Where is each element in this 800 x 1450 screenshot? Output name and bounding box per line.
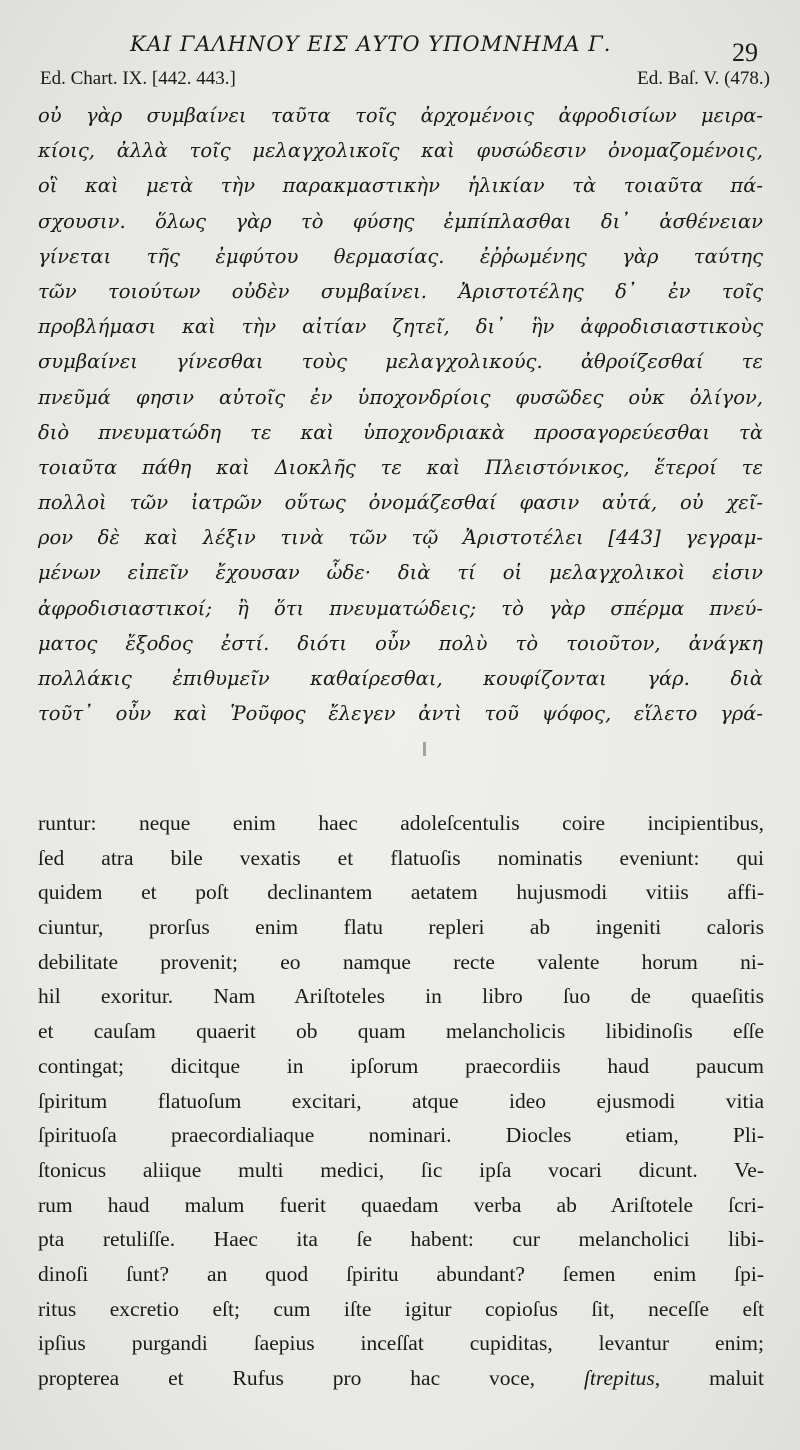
running-head	[0, 30, 800, 70]
greek-text-line: οἳ καὶ μετὰ τὴν παρακμαστικὴν ἡλικίαν τὰ τοιαῦτα πά-	[38, 174, 763, 198]
latin-text-line: et cauſam quaerit ob quam melancholicis libidinoſis eſſe	[38, 1019, 764, 1044]
greek-text-block	[38, 98, 763, 731]
greek-text-line: μένων εἰπεῖν ἔχουσαν ὧδε· διὰ τί οἱ μελαγχολικοὶ εἰσιν	[38, 561, 763, 585]
greek-text-line: πολλοὶ τῶν ἰατρῶν οὕτως ὀνομάζεσθαί φασιν αὐτά, οὐ χεῖ-	[38, 491, 763, 515]
latin-text-segment: propterea et Rufus pro hac voce,	[38, 1366, 536, 1390]
latin-text-line: ſpirituoſa praecordialiaque nominari. Diocles etiam, Pli-	[38, 1123, 764, 1148]
separator-mark	[423, 742, 426, 756]
running-title: ΚΑΙ ΓΑΛΗΝΟΥ ΕΙΣ ΑΥΤΟ ΥΠΟΜΝΗΜΑ Γ.	[130, 32, 612, 56]
greek-text-line: τῶν τοιούτων οὐδὲν συμβαίνει. Ἀριστοτέλης δ᾽ ἐν τοῖς	[38, 279, 763, 303]
greek-text-line: πολλάκις ἐπιθυμεῖν καθαίρεσθαι, κουφίζονται γάρ. διὰ	[38, 667, 763, 690]
greek-text-line: πνεῦμά φησιν αὐτοῖς ἐν ὑποχονδρίοις φυσῶδες οὐκ ὀλίγον,	[38, 385, 763, 409]
latin-italic-word: ſtrepitus	[583, 1366, 655, 1390]
latin-text-line: ſed atra bile vexatis et flatuoſis nominatis eveniunt: qui	[38, 845, 764, 870]
greek-text-line: ρον δὲ καὶ λέξιν τινὰ τῶν τῷ Ἀριστοτέλει [443] γεγραμ-	[38, 526, 763, 550]
latin-text-line: runtur: neque enim haec adoleſcentulis coire incipientibus,	[38, 811, 764, 835]
edition-references	[40, 68, 770, 98]
greek-text-line: κίοις, ἀλλὰ τοῖς μελαγχολικοῖς καὶ φυσώδεσιν ὀνομαζομένοις,	[38, 139, 763, 163]
latin-text-line: pta retuliſſe. Haec ita ſe habent: cur melancholici libi-	[38, 1227, 764, 1252]
latin-text-line: rum haud malum fuerit quaedam verba ab Ariſtotele ſcri-	[38, 1192, 764, 1217]
greek-text-line: γίνεται τῆς ἐμφύτου θερμασίας. ἐῤῥωμένης γὰρ ταύτης	[38, 244, 763, 268]
page-number: 29	[732, 38, 758, 67]
latin-text-line: ſpiritum flatuoſum excitari, atque ideo ejusmodi vitia	[38, 1088, 764, 1113]
edition-basel-reference: Ed. Baſ. V. (478.)	[637, 68, 770, 89]
latin-text-line: debilitate provenit; eo namque recte valente horum ni-	[38, 949, 764, 974]
latin-text-line: quidem et poſt declinantem aetatem hujusmodi vitiis affi-	[38, 880, 764, 905]
greek-text-line: διὸ πνευματώδη τε καὶ ὑποχονδριακὰ προσαγορεύεσθαι τὰ	[38, 420, 763, 444]
greek-text-line: συμβαίνει γίνεσθαι τοὺς μελαγχολικούς. ἀθροίζεσθαί τε	[38, 350, 763, 374]
greek-text-line: τοῦτ᾽ οὖν καὶ Ῥοῦφος ἔλεγεν ἀντὶ τοῦ ψόφος, εἵλετο γρά-	[38, 702, 763, 726]
latin-text-line	[38, 1361, 764, 1396]
latin-text-line: contingat; dicitque in ipſorum praecordiis haud paucum	[38, 1053, 764, 1078]
greek-text-line: σχουσιν. ὅλως γὰρ τὸ φύσης ἐμπίπλασθαι δι᾽ ἀσθένειαν	[38, 209, 763, 233]
latin-text-segment: , maluit	[654, 1366, 765, 1390]
latin-text-line: hil exoritur. Nam Ariſtoteles in libro ſuo de quaeſitis	[38, 984, 764, 1009]
greek-text-line: ματος ἔξοδος ἐστί. διότι οὖν πολὺ τὸ τοιοῦτον, ἀνάγκη	[38, 631, 763, 655]
edition-chartier-reference: Ed. Chart. IX. [442. 443.]	[40, 68, 236, 89]
greek-text-line: προβλήμασι καὶ τὴν αἰτίαν ζητεῖ, δι᾽ ἣν ἀφροδισιαστικοὺς	[38, 315, 763, 339]
latin-text-line: ſtonicus aliique multi medici, ſic ipſa vocari dicunt. Ve-	[38, 1157, 764, 1182]
latin-text-block	[38, 806, 764, 1396]
latin-text-line: ipſius purgandi ſaepius inceſſat cupiditas, levantur enim;	[38, 1331, 764, 1356]
greek-text-line: οὐ γὰρ συμβαίνει ταῦτα τοῖς ἀρχομένοις ἀφροδισίων μειρα-	[38, 104, 763, 127]
greek-text-line: τοιαῦτα πάθη καὶ Διοκλῆς τε καὶ Πλειστόνικος, ἕτεροί τε	[38, 455, 763, 479]
latin-text-line: ciuntur, prorſus enim flatu repleri ab ingeniti caloris	[38, 915, 764, 940]
latin-text-line: ritus excretio eſt; cum iſte igitur copioſus ſit, neceſſe eſt	[38, 1296, 764, 1321]
greek-text-line: ἀφροδισιαστικοί; ἢ ὅτι πνευματώδεις; τὸ γὰρ σπέρμα πνεύ-	[38, 596, 763, 620]
latin-text-line: dinoſi ſunt? an quod ſpiritu abundant? ſemen enim ſpi-	[38, 1261, 764, 1286]
